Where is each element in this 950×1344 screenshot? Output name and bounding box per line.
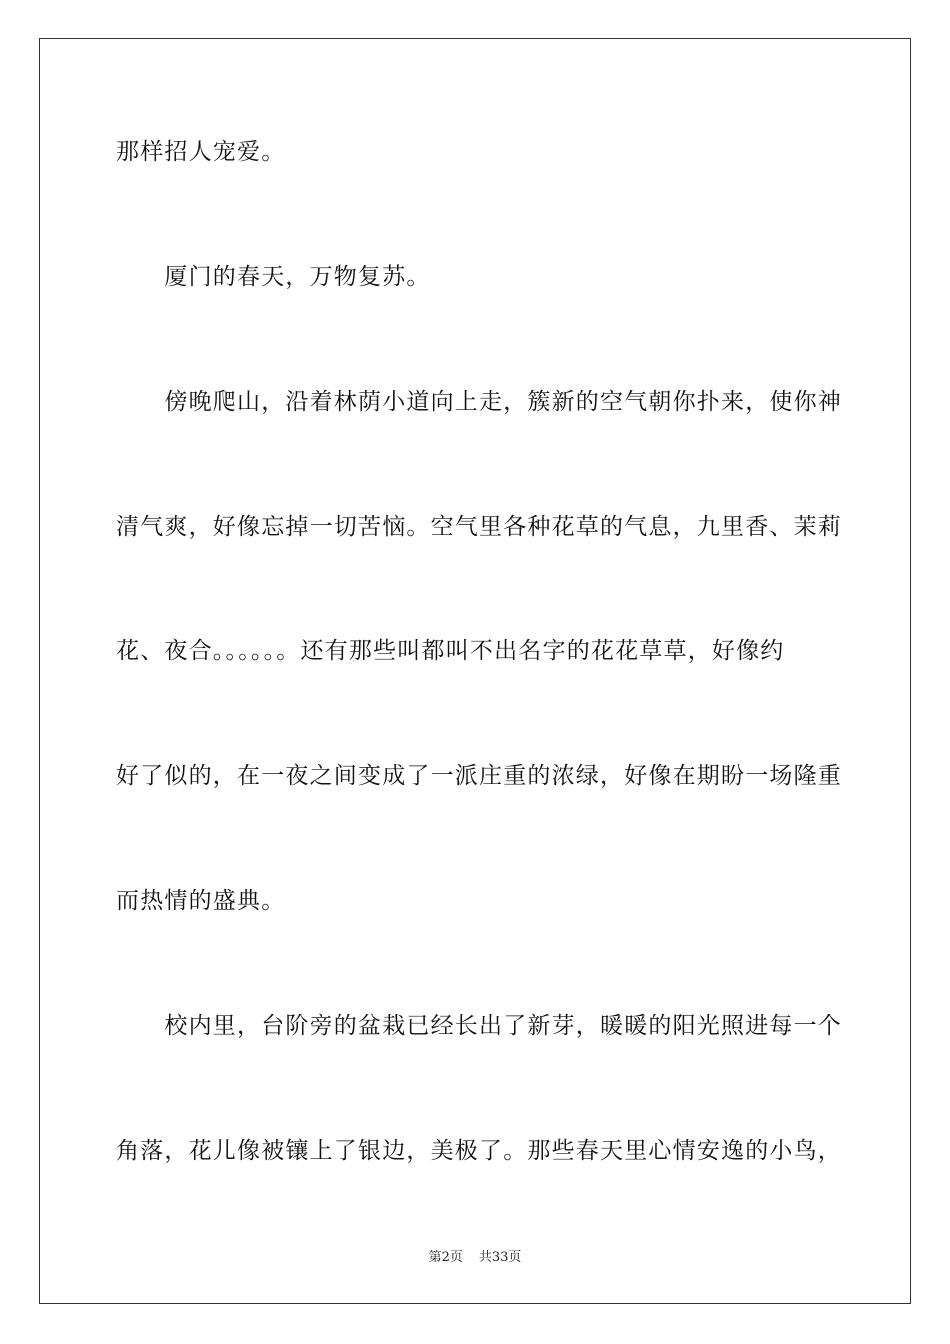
text-line: 厦门的春天，万物复苏。 [116, 264, 431, 290]
text-line: 好了似的，在一夜之间变成了一派庄重的浓绿，好像在期盼一场隆重 [116, 763, 842, 789]
page-number: 第2页 [428, 1250, 463, 1265]
page-frame [39, 38, 911, 1304]
page-footer [0, 1246, 950, 1265]
page-total: 共33页 [478, 1250, 522, 1265]
text-line: 清气爽，好像忘掉一切苦恼。空气里各种花草的气息，九里香、茉莉 [116, 514, 842, 540]
text-line: 校内里，台阶旁的盆栽已经长出了新芽，暖暖的阳光照进每一个 [116, 1013, 842, 1039]
text-line: 傍晚爬山，沿着林荫小道向上走，簇新的空气朝你扑来，使你神 [116, 389, 842, 415]
text-line: 那样招人宠爱。 [116, 139, 286, 165]
text-line: 而热情的盛典。 [116, 888, 286, 914]
text-line: 角落，花儿像被镶上了银边，美极了。那些春天里心情安逸的小鸟， [116, 1138, 842, 1164]
text-line: 花、夜合。。。。。。还有那些叫都叫不出名字的花花草草，好像约 [116, 638, 785, 664]
